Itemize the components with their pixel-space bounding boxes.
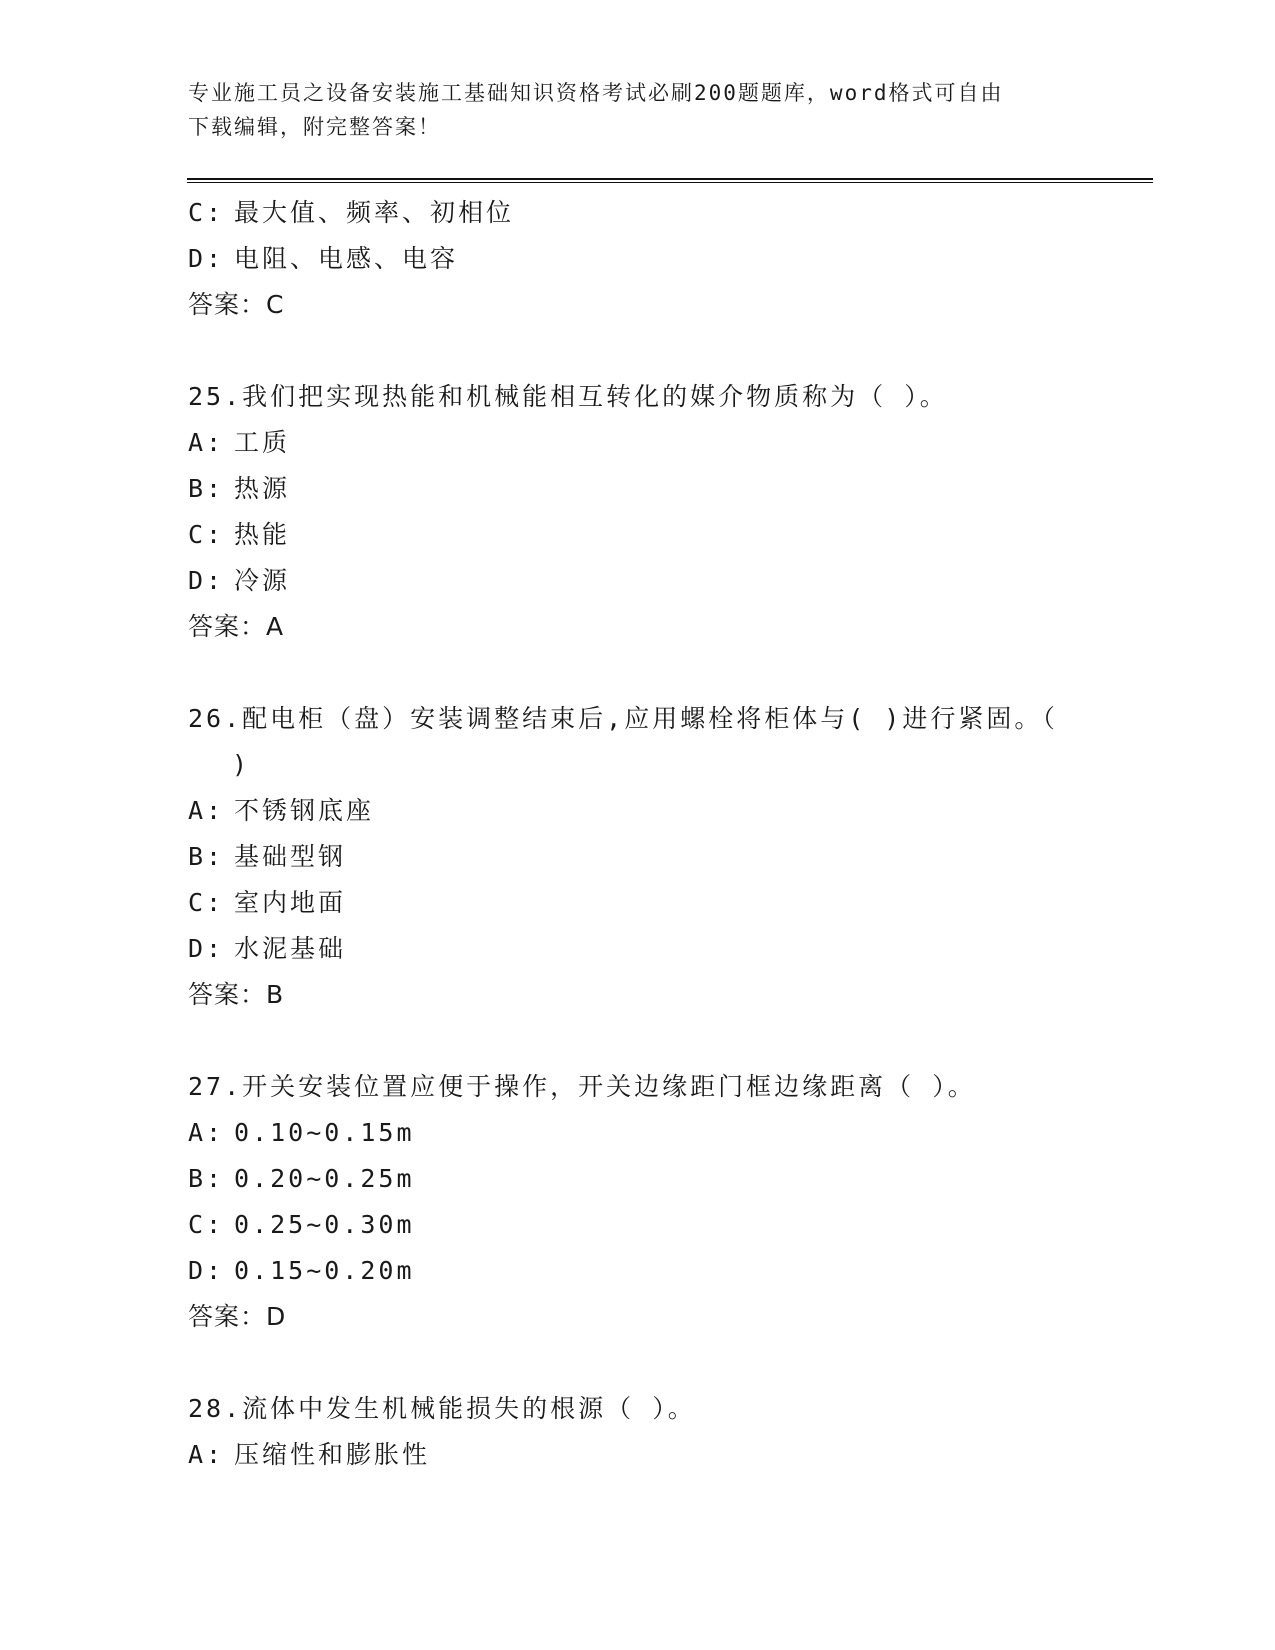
answer-27: 答案：D <box>188 1302 287 1331</box>
question-26-block <box>188 696 1108 1018</box>
header-line-2: 下载编辑，附完整答案！ <box>188 115 441 139</box>
option-b: B: 0.20~0.25m <box>188 1164 415 1193</box>
header-line-1: 专业施工员之设备安装施工基础知识资格考试必刷200题题库，word格式可自由 <box>188 81 1004 105</box>
option-c: C: 最大值、频率、初相位 <box>188 198 515 227</box>
question-26-text: 26.配电柜（盘）安装调整结束后,应用螺栓将柜体与( )进行紧固。（ <box>188 704 1058 733</box>
option-c: C: 热能 <box>188 520 291 549</box>
document-header <box>188 76 1068 144</box>
question-list <box>188 190 1108 1478</box>
answer-26: 答案：B <box>188 980 285 1009</box>
answer-25: 答案：A <box>188 612 285 641</box>
question-27-block <box>188 1064 1108 1340</box>
answer-24: 答案：C <box>188 290 285 319</box>
spacer <box>188 328 1108 374</box>
option-a: A: 不锈钢底座 <box>188 796 375 825</box>
question-27-text: 27.开关安装位置应便于操作，开关边缘距门框边缘距离（ ）。 <box>188 1072 976 1101</box>
option-c: C: 室内地面 <box>188 888 347 917</box>
option-a: A: 压缩性和膨胀性 <box>188 1440 431 1469</box>
spacer <box>188 1340 1108 1386</box>
option-b: B: 热源 <box>188 474 291 503</box>
question-26-text-cont: ) <box>232 750 251 779</box>
question-25-block <box>188 374 1108 650</box>
option-c: C: 0.25~0.30m <box>188 1210 415 1239</box>
option-d: D: 冷源 <box>188 566 291 595</box>
question-24-block <box>188 190 1108 328</box>
question-28-block <box>188 1386 1108 1478</box>
option-a: A: 工质 <box>188 428 291 457</box>
option-d: D: 0.15~0.20m <box>188 1256 415 1285</box>
header-rule-thick <box>187 178 1153 180</box>
option-d: D: 电阻、电感、电容 <box>188 244 459 273</box>
header-rule-thin <box>187 182 1153 183</box>
question-25-text: 25.我们把实现热能和机械能相互转化的媒介物质称为（ ）。 <box>188 382 948 411</box>
spacer <box>188 650 1108 696</box>
question-28-text: 28.流体中发生机械能损失的根源（ ）。 <box>188 1394 696 1423</box>
option-d: D: 水泥基础 <box>188 934 347 963</box>
spacer <box>188 1018 1108 1064</box>
option-b: B: 基础型钢 <box>188 842 347 871</box>
option-a: A: 0.10~0.15m <box>188 1118 415 1147</box>
